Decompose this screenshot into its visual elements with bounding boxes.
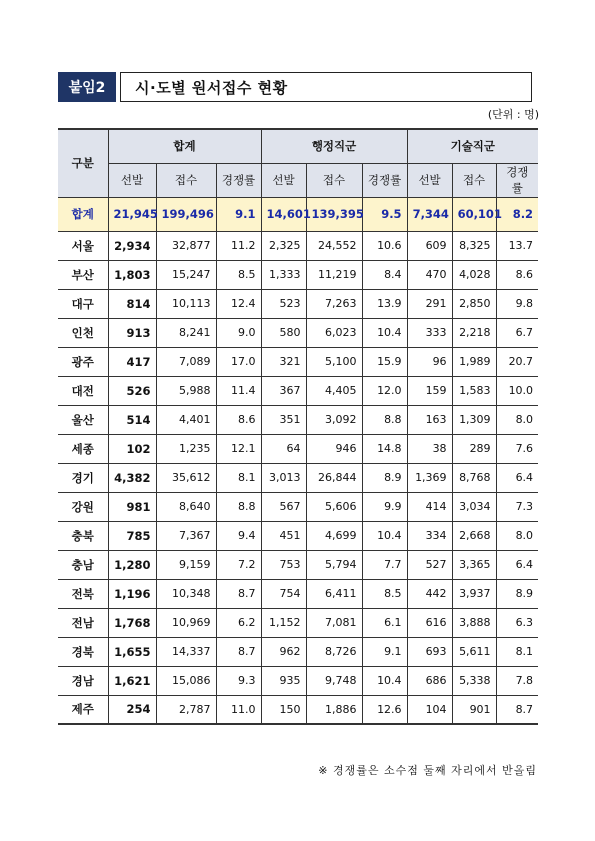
- table-row: [58, 637, 538, 666]
- table-row: [58, 318, 538, 347]
- table-row: [58, 695, 538, 724]
- table-cell: 14,337: [156, 637, 216, 666]
- table-cell: 901: [452, 695, 496, 724]
- table-cell: 7,367: [156, 521, 216, 550]
- table-cell: 10.4: [362, 318, 407, 347]
- table-cell: 9.3: [216, 666, 261, 695]
- group-header: 기술직군: [407, 129, 538, 163]
- table-cell: 15,086: [156, 666, 216, 695]
- table-cell: 1,768: [108, 608, 156, 637]
- table-cell: 291: [407, 289, 452, 318]
- table-cell: 8.7: [216, 637, 261, 666]
- table-row: [58, 289, 538, 318]
- region-label: 서울: [58, 231, 108, 260]
- table-cell: 8.2: [496, 197, 538, 231]
- table-cell: 527: [407, 550, 452, 579]
- sub-header: 선발: [261, 163, 306, 197]
- table-cell: 1,621: [108, 666, 156, 695]
- table-cell: 1,886: [306, 695, 362, 724]
- table-cell: 6,411: [306, 579, 362, 608]
- table-cell: 14.8: [362, 434, 407, 463]
- table-cell: 60,101: [452, 197, 496, 231]
- table-row: [58, 376, 538, 405]
- table-cell: 1,235: [156, 434, 216, 463]
- region-label: 충북: [58, 521, 108, 550]
- table-cell: 15.9: [362, 347, 407, 376]
- table-cell: 199,496: [156, 197, 216, 231]
- table-cell: 333: [407, 318, 452, 347]
- table-cell: 609: [407, 231, 452, 260]
- table-cell: 10.0: [496, 376, 538, 405]
- sub-header: 선발: [108, 163, 156, 197]
- table-cell: 3,092: [306, 405, 362, 434]
- table-cell: 946: [306, 434, 362, 463]
- table-cell: 514: [108, 405, 156, 434]
- table-row: [58, 550, 538, 579]
- table-cell: 9.0: [216, 318, 261, 347]
- sub-header-row: [58, 163, 538, 197]
- table-cell: 1,369: [407, 463, 452, 492]
- group-header-row: [58, 129, 538, 163]
- sub-header: 선발: [407, 163, 452, 197]
- table-cell: 2,850: [452, 289, 496, 318]
- table-cell: 3,365: [452, 550, 496, 579]
- table-cell: 7,344: [407, 197, 452, 231]
- table-cell: 1,309: [452, 405, 496, 434]
- table-row: [58, 521, 538, 550]
- table-cell: 9.1: [362, 637, 407, 666]
- table-cell: 1,655: [108, 637, 156, 666]
- table-cell: 8.9: [362, 463, 407, 492]
- table-cell: 21,945: [108, 197, 156, 231]
- unit-note: (단위 : 명): [487, 108, 539, 121]
- region-label: 경북: [58, 637, 108, 666]
- table-cell: 11.0: [216, 695, 261, 724]
- table-cell: 9.5: [362, 197, 407, 231]
- table-cell: 6.7: [496, 318, 538, 347]
- region-label: 전남: [58, 608, 108, 637]
- attachment-badge: 붙임2: [58, 72, 116, 102]
- table-cell: 159: [407, 376, 452, 405]
- table-cell: 3,013: [261, 463, 306, 492]
- table-cell: 334: [407, 521, 452, 550]
- table-cell: 5,611: [452, 637, 496, 666]
- table-cell: 442: [407, 579, 452, 608]
- sub-header: 경쟁률: [496, 163, 538, 197]
- table-cell: 150: [261, 695, 306, 724]
- region-label: 세종: [58, 434, 108, 463]
- table-cell: 1,583: [452, 376, 496, 405]
- table-cell: 38: [407, 434, 452, 463]
- table-cell: 2,934: [108, 231, 156, 260]
- table-cell: 1,280: [108, 550, 156, 579]
- table-cell: 1,803: [108, 260, 156, 289]
- table-cell: 785: [108, 521, 156, 550]
- table-cell: 6.4: [496, 463, 538, 492]
- table-cell: 4,028: [452, 260, 496, 289]
- table-cell: 5,794: [306, 550, 362, 579]
- table-cell: 321: [261, 347, 306, 376]
- table-cell: 8.6: [496, 260, 538, 289]
- table-cell: 4,699: [306, 521, 362, 550]
- table-cell: 580: [261, 318, 306, 347]
- region-label: 제주: [58, 695, 108, 724]
- table-cell: 24,552: [306, 231, 362, 260]
- table-cell: 567: [261, 492, 306, 521]
- sub-header: 접수: [306, 163, 362, 197]
- table-cell: 9,159: [156, 550, 216, 579]
- table-cell: 9,748: [306, 666, 362, 695]
- region-label: 강원: [58, 492, 108, 521]
- table-cell: 8.7: [496, 695, 538, 724]
- table-cell: 7,081: [306, 608, 362, 637]
- table-cell: 8.0: [496, 405, 538, 434]
- table-cell: 12.1: [216, 434, 261, 463]
- table-cell: 2,218: [452, 318, 496, 347]
- total-label: 합계: [58, 197, 108, 231]
- table-cell: 7.8: [496, 666, 538, 695]
- table-cell: 754: [261, 579, 306, 608]
- table-cell: 32,877: [156, 231, 216, 260]
- table-cell: 8.1: [216, 463, 261, 492]
- table-cell: 8.6: [216, 405, 261, 434]
- table-cell: 1,333: [261, 260, 306, 289]
- region-label: 대구: [58, 289, 108, 318]
- region-label: 경남: [58, 666, 108, 695]
- table-cell: 13.9: [362, 289, 407, 318]
- sub-header: 경쟁률: [362, 163, 407, 197]
- table-cell: 6.4: [496, 550, 538, 579]
- table-cell: 7,263: [306, 289, 362, 318]
- region-label: 부산: [58, 260, 108, 289]
- sub-header: 접수: [452, 163, 496, 197]
- table-cell: 686: [407, 666, 452, 695]
- table-cell: 10,113: [156, 289, 216, 318]
- table-cell: 15,247: [156, 260, 216, 289]
- table-cell: 8,241: [156, 318, 216, 347]
- table-cell: 6.2: [216, 608, 261, 637]
- table-cell: 3,034: [452, 492, 496, 521]
- table-cell: 5,100: [306, 347, 362, 376]
- table-cell: 5,988: [156, 376, 216, 405]
- region-header: 구분: [58, 129, 108, 197]
- sub-header: 경쟁률: [216, 163, 261, 197]
- region-label: 대전: [58, 376, 108, 405]
- table-cell: 417: [108, 347, 156, 376]
- table-cell: 8.5: [362, 579, 407, 608]
- table-cell: 254: [108, 695, 156, 724]
- table-cell: 8,726: [306, 637, 362, 666]
- table-cell: 20.7: [496, 347, 538, 376]
- application-status-table: [58, 128, 538, 725]
- table-cell: 2,787: [156, 695, 216, 724]
- table-cell: 64: [261, 434, 306, 463]
- table-cell: 6.3: [496, 608, 538, 637]
- table-cell: 935: [261, 666, 306, 695]
- table-cell: 351: [261, 405, 306, 434]
- sub-header: 접수: [156, 163, 216, 197]
- table-cell: 962: [261, 637, 306, 666]
- table-cell: 753: [261, 550, 306, 579]
- table-row: [58, 492, 538, 521]
- table-cell: 1,152: [261, 608, 306, 637]
- table-cell: 102: [108, 434, 156, 463]
- region-label: 울산: [58, 405, 108, 434]
- table-cell: 104: [407, 695, 452, 724]
- table-cell: 4,382: [108, 463, 156, 492]
- table-cell: 4,401: [156, 405, 216, 434]
- table-cell: 163: [407, 405, 452, 434]
- table-cell: 26,844: [306, 463, 362, 492]
- table-cell: 2,668: [452, 521, 496, 550]
- table-cell: 10.6: [362, 231, 407, 260]
- region-label: 전북: [58, 579, 108, 608]
- table-row: [58, 666, 538, 695]
- table-cell: 10,969: [156, 608, 216, 637]
- table-cell: 139,395: [306, 197, 362, 231]
- table-cell: 8.4: [362, 260, 407, 289]
- table-cell: 451: [261, 521, 306, 550]
- table-row: [58, 434, 538, 463]
- table-cell: 8,640: [156, 492, 216, 521]
- table-cell: 9.4: [216, 521, 261, 550]
- table-cell: 523: [261, 289, 306, 318]
- table-cell: 9.1: [216, 197, 261, 231]
- table-cell: 5,606: [306, 492, 362, 521]
- document-header: [58, 72, 532, 102]
- table-cell: 8.8: [216, 492, 261, 521]
- table-cell: 10,348: [156, 579, 216, 608]
- table-cell: 96: [407, 347, 452, 376]
- table-cell: 5,338: [452, 666, 496, 695]
- table-cell: 8.1: [496, 637, 538, 666]
- group-header: 행정직군: [261, 129, 407, 163]
- table-cell: 913: [108, 318, 156, 347]
- table-cell: 6.1: [362, 608, 407, 637]
- table-row: [58, 405, 538, 434]
- table-cell: 814: [108, 289, 156, 318]
- table-cell: 9.8: [496, 289, 538, 318]
- table-cell: 7.2: [216, 550, 261, 579]
- table-row: [58, 347, 538, 376]
- table-cell: 470: [407, 260, 452, 289]
- table-cell: 6,023: [306, 318, 362, 347]
- table-cell: 8.0: [496, 521, 538, 550]
- table-cell: 4,405: [306, 376, 362, 405]
- table-cell: 11.2: [216, 231, 261, 260]
- table-cell: 8,325: [452, 231, 496, 260]
- region-label: 경기: [58, 463, 108, 492]
- table-row: [58, 608, 538, 637]
- table-cell: 9.9: [362, 492, 407, 521]
- table-cell: 8,768: [452, 463, 496, 492]
- table-cell: 3,888: [452, 608, 496, 637]
- table-cell: 11,219: [306, 260, 362, 289]
- table-cell: 10.4: [362, 521, 407, 550]
- table-cell: 14,601: [261, 197, 306, 231]
- table-cell: 11.4: [216, 376, 261, 405]
- table-row: [58, 260, 538, 289]
- table-cell: 7,089: [156, 347, 216, 376]
- table-cell: 7.6: [496, 434, 538, 463]
- table-cell: 289: [452, 434, 496, 463]
- table-cell: 13.7: [496, 231, 538, 260]
- table-cell: 12.4: [216, 289, 261, 318]
- table-cell: 981: [108, 492, 156, 521]
- table-cell: 367: [261, 376, 306, 405]
- table-cell: 2,325: [261, 231, 306, 260]
- region-label: 광주: [58, 347, 108, 376]
- table-cell: 526: [108, 376, 156, 405]
- table-row: [58, 463, 538, 492]
- table-cell: 35,612: [156, 463, 216, 492]
- group-header: 합계: [108, 129, 261, 163]
- total-row: [58, 197, 538, 231]
- table-cell: 693: [407, 637, 452, 666]
- table-cell: 12.0: [362, 376, 407, 405]
- table-cell: 8.8: [362, 405, 407, 434]
- footnote: ※ 경쟁률은 소수점 둘째 자리에서 반올림: [318, 764, 537, 777]
- table-cell: 7.7: [362, 550, 407, 579]
- table-cell: 10.4: [362, 666, 407, 695]
- table-cell: 12.6: [362, 695, 407, 724]
- table-cell: 3,937: [452, 579, 496, 608]
- table-cell: 616: [407, 608, 452, 637]
- table-cell: 1,196: [108, 579, 156, 608]
- table-cell: 7.3: [496, 492, 538, 521]
- table-cell: 1,989: [452, 347, 496, 376]
- table-cell: 8.7: [216, 579, 261, 608]
- table-row: [58, 231, 538, 260]
- page-title: 시·도별 원서접수 현황: [120, 72, 532, 102]
- region-label: 충남: [58, 550, 108, 579]
- table-cell: 414: [407, 492, 452, 521]
- table-row: [58, 579, 538, 608]
- table-cell: 8.5: [216, 260, 261, 289]
- table-cell: 8.9: [496, 579, 538, 608]
- region-label: 인천: [58, 318, 108, 347]
- table-cell: 17.0: [216, 347, 261, 376]
